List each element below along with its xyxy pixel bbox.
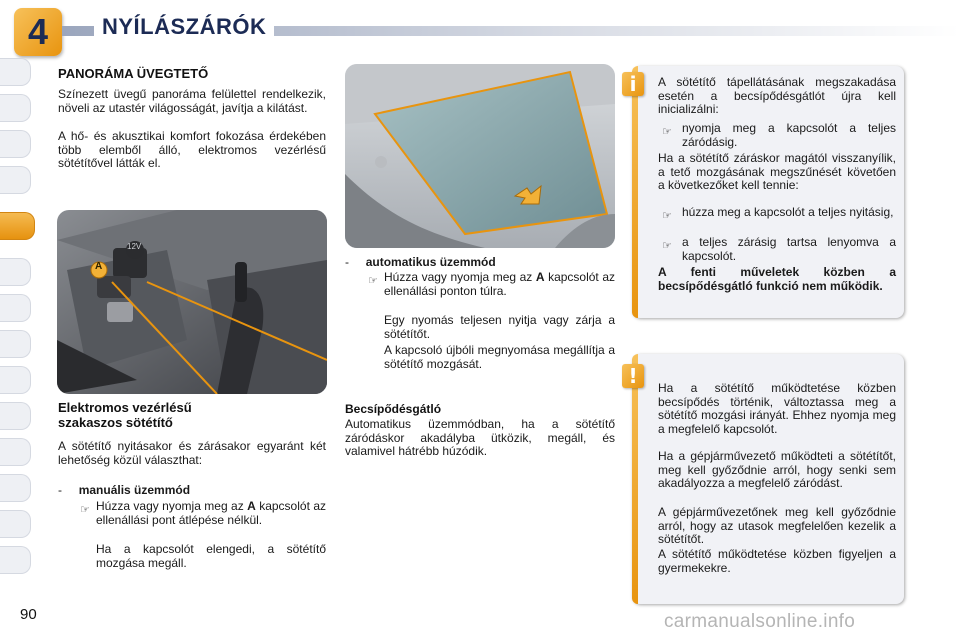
side-tab-6[interactable] <box>0 258 31 286</box>
side-tab-13[interactable] <box>0 510 31 538</box>
auto-dash: - <box>345 255 349 269</box>
electric-shade-intro: A sötétítő nyitásakor és zárásakor egyaránt két lehetőség közül választhat: <box>58 439 326 467</box>
warning-paragraph-2: Ha a gépjárművezető működteti a sötétítőt, meg kell győződnie arról, hogy senki sem akadályozza a megfelelő záródást. <box>658 449 896 490</box>
info-warning-bold: A fenti műveletek közben a becsípődésgátló funkció nem működik. <box>658 265 896 293</box>
manual-bullet-icon: ☞ <box>80 503 90 516</box>
auto-mode-text: Húzza vagy nyomja meg az A kapcsolót az ellenállási ponton túlra. <box>384 270 615 298</box>
auto-mode-title: automatikus üzemmód <box>365 255 496 269</box>
info-icon: i <box>622 72 644 96</box>
auto-mode-heading <box>345 256 615 270</box>
info-bullet-1: nyomja meg a kapcsolót a teljes záródásig. <box>682 121 896 149</box>
info-bullet-icon-1: ☞ <box>662 125 672 138</box>
auto-mode-text-3: A kapcsoló újbóli megnyomása megállítja a sötétítő mozgását. <box>384 343 615 371</box>
manual-mode-heading <box>58 484 326 498</box>
side-tab-3[interactable] <box>0 130 31 158</box>
side-tab-8[interactable] <box>0 330 31 358</box>
console-switch-photo <box>57 210 327 394</box>
manual-mode-text: Húzza vagy nyomja meg az A kapcsolót az ellenállási pont átlépése nélkül. <box>96 499 326 527</box>
warning-paragraph-3: A gépjárművezetőnek meg kell győződnie arról, hogy az utasok megfelelően kezelik a sötétítőt. <box>658 505 896 546</box>
side-tab-2[interactable] <box>0 94 31 122</box>
side-tab-4[interactable] <box>0 166 31 194</box>
chapter-number: 4 <box>27 11 49 52</box>
side-tab-5-active[interactable] <box>0 212 35 240</box>
pinch-protection-text: Automatikus üzemmódban, ha a sötétítő záródáskor akadályba ütközik, megáll, és valamivel hátrébb húzódik. <box>345 417 615 458</box>
manual-mode-text-2: Ha a kapcsolót elengedi, a sötétítő mozgása megáll. <box>96 542 326 570</box>
side-tab-strip <box>0 58 36 588</box>
side-tab-7[interactable] <box>0 294 31 322</box>
side-tab-12[interactable] <box>0 474 31 502</box>
switch-label-a: A <box>95 261 103 272</box>
panorama-paragraph-2: A hő- és akusztikai komfort fokozása érdekében több elemből álló, elektromos vezérlésű sötétítővel látták el. <box>58 129 326 170</box>
warning-exclamation-icon: ! <box>622 364 644 388</box>
info-bullet-2: húzza meg a kapcsolót a teljes nyitásig, <box>682 205 894 219</box>
side-tab-10[interactable] <box>0 402 31 430</box>
watermark-text: carmanualsonline.info <box>664 611 856 632</box>
info-paragraph-1: A sötétítő tápellátásának megszakadása esetén a becsípődésgátlót újra kell inicializálni: <box>658 75 896 116</box>
info-box-strip <box>632 66 638 318</box>
warning-box-strip <box>632 354 638 604</box>
page-title: NYÍLÁSZÁRÓK <box>94 14 274 40</box>
auto-bullet-icon: ☞ <box>368 274 378 287</box>
side-tab-11[interactable] <box>0 438 31 466</box>
panorama-paragraph-1: Színezett üvegű panoráma felülettel rendelkezik, növeli az utastér világosságát, javítja a kilátást. <box>58 87 326 115</box>
switch-ref-a: A <box>247 499 256 513</box>
manual-dash: - <box>58 483 62 497</box>
info-paragraph-2: Ha a sötétítő záráskor magától visszanyílik, a tető mozgásának megszűnését követően a következőket kell tennie: <box>658 151 896 192</box>
chapter-badge <box>14 8 62 56</box>
sunroof-photo <box>345 64 615 248</box>
side-tab-14[interactable] <box>0 546 31 574</box>
info-bullet-3: a teljes zárásig tartsa lenyomva a kapcsolót. <box>682 235 896 263</box>
console-switch-illustration <box>57 210 327 394</box>
side-tab-1[interactable] <box>0 58 31 86</box>
page-number: 90 <box>20 606 37 623</box>
sunroof-illustration <box>345 64 615 248</box>
section-title-line-1: Elektromos vezérlésű <box>58 400 192 415</box>
info-bullet-icon-2: ☞ <box>662 209 672 222</box>
manual-mode-title: manuális üzemmód <box>78 483 191 497</box>
info-box <box>632 66 904 318</box>
side-tab-9[interactable] <box>0 366 31 394</box>
warning-paragraph-1: Ha a sötétítő működtetése közben becsípődés történik, változtassa meg a sötétítő mozgási irányát. Ehhez nyomja meg a megfelelő kapcsolót. <box>658 381 896 436</box>
info-bullet-icon-3: ☞ <box>662 239 672 252</box>
warning-box <box>632 354 904 604</box>
socket-label-12v: 12V <box>127 242 142 251</box>
switch-ref-a-auto: A <box>535 270 545 284</box>
section-title-panorama: PANORÁMA ÜVEGTETŐ <box>58 66 209 81</box>
section-title-line-2: szakaszos sötétítő <box>58 415 173 430</box>
section-title-electric-shade <box>58 400 328 430</box>
warning-paragraph-4: A sötétítő működtetése közben figyeljen a gyermekekre. <box>658 547 896 575</box>
pinch-protection-title: Becsípődésgátló <box>345 402 442 416</box>
auto-mode-text-2: Egy nyomás teljesen nyitja vagy zárja a sötétítőt. <box>384 313 615 341</box>
